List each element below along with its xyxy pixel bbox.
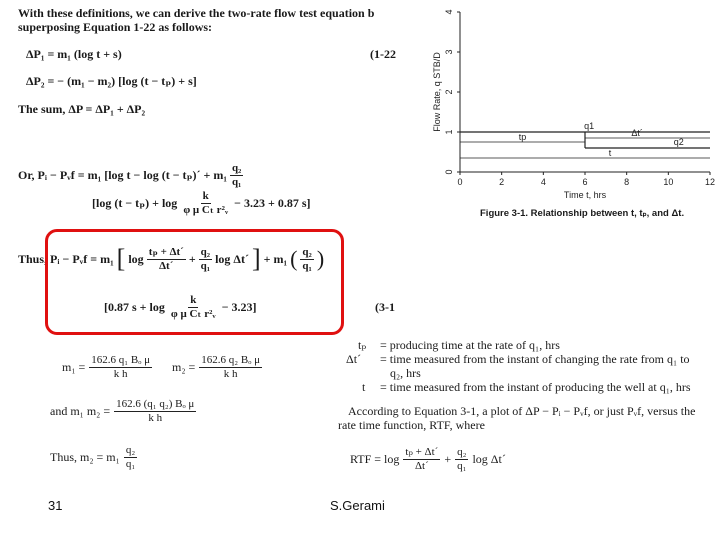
tp-definition: = producing time at the rate of q₁, hrs (380, 338, 560, 352)
thus-m-den: q₁ (125, 458, 136, 470)
y-tick-label-1: 1 (444, 129, 454, 135)
m1-definition (62, 354, 152, 381)
or-equation-line2-a: [log (t − tₚ) + log (92, 196, 178, 210)
highlight-box (45, 229, 344, 335)
thus-plus: + (188, 251, 196, 266)
thus-f2-num: q₂ (200, 245, 211, 258)
m1-den: k h (113, 368, 128, 380)
m2-definition (172, 354, 262, 381)
label-q1: q1 (584, 121, 595, 131)
thus-f4-den: φ μ Cₜ r²ᵥ (170, 308, 216, 320)
or-equation-ratio (230, 162, 243, 189)
rtf-tp-fraction (403, 446, 440, 473)
or-equation-line2-b: − 3.23 + 0.87 s] (234, 196, 311, 210)
rtf-f2-num: q₂ (457, 446, 467, 458)
and-den: k h (148, 412, 163, 424)
m1-fraction (89, 354, 152, 381)
sum-line: The sum, ΔP = ΔP₁ + ΔP₂ (18, 102, 146, 116)
y-tick-label-4: 4 (444, 9, 454, 15)
dt-definition-2: q₂, hrs (390, 366, 421, 380)
x-tick-label-2: 2 (499, 177, 505, 187)
bracket-close: ] (251, 244, 261, 273)
equation-dp1: ΔP₁ = m₁ (log t + s) (26, 47, 122, 61)
chart-y-axis-label: Flow Rate, q STB/D (432, 52, 442, 132)
equation-number-1-22: (1-22 (370, 47, 396, 61)
label-q2: q2 (673, 137, 684, 147)
and-lead: and m₁ m₂ = (50, 404, 111, 418)
x-tick-label-10: 10 (663, 177, 674, 187)
figure-caption: Figure 3-1. Relationship between t, tₚ, and Δt. (480, 208, 685, 219)
thus-f3-num: q₂ (302, 245, 312, 258)
thus-line2-a: [0.87 s + log (104, 300, 165, 314)
label-dt: Δt´ (631, 128, 643, 138)
label-tp: tp (518, 132, 527, 142)
m1-lead: m₁ = (62, 360, 86, 374)
x-tick-label-4: 4 (540, 177, 546, 187)
thus-log-2: log Δt´ (215, 251, 249, 266)
page-number: 31 (48, 498, 63, 513)
rtf-plus: + (444, 452, 452, 466)
rtf-f1-num: tₚ + Δt´ (405, 446, 439, 458)
and-num: 162.6 (q₁ q₂) Bₒ μ (116, 398, 195, 410)
rtf-q-fraction (455, 446, 468, 473)
m1-num: 162.6 q₁ Bₒ μ (91, 354, 151, 366)
m2-relation (50, 444, 137, 471)
t-term: t (362, 380, 366, 394)
x-tick-label-8: 8 (624, 177, 630, 187)
thus-plus-m: + m₁ (263, 251, 288, 266)
rtf-equation (350, 446, 506, 473)
thus-m-fraction (124, 444, 137, 471)
thus-f2-den: q₁ (200, 259, 211, 272)
y-tick-label-0: 0 (444, 169, 454, 175)
m2-num: 162.6 q₂ Bₒ μ (201, 354, 261, 366)
y-tick-label-2: 2 (444, 89, 454, 95)
x-tick-label-12: 12 (704, 177, 716, 187)
thus-equation-lead: Thus, Pᵢ − Pᵥf = m₁ (18, 251, 114, 266)
rtf-lead: RTF = log (350, 452, 400, 466)
according-line-1: According to Equation 3-1, a plot of ΔP − Pᵢ − Pᵥf, or just Pᵥf, versus the (348, 404, 696, 418)
thus-f1-den: Δt´ (159, 259, 174, 272)
or-equation-lead: Or, Pᵢ − Pᵥf = m₁ [log t − log (t − tₚ)´ + m₁ (18, 168, 227, 182)
label-t: t (608, 148, 612, 158)
or-equation-line-2 (92, 190, 311, 217)
t-definition: = time measured from the instant of producing the well at q₁, hrs (380, 380, 691, 394)
or-k-num: k (202, 190, 209, 202)
equation-number-3-1: (3-1 (375, 300, 395, 314)
thus-f1-num: tₚ + Δt´ (148, 245, 184, 258)
x-tick-label-6: 6 (582, 177, 588, 187)
rtf-f2-den: q₁ (457, 460, 467, 472)
bracket-open: [ (116, 244, 126, 273)
author-name: S.Gerami (330, 498, 385, 513)
flow-rate-chart (430, 0, 720, 225)
y-tick-label-3: 3 (444, 49, 454, 55)
thus-f3-den: q₁ (302, 259, 312, 272)
intro-line-2: superposing Equation 1-22 as follows: (18, 20, 213, 34)
intro-line-1: With these definitions, we can derive the two-rate flow test equation b (18, 6, 375, 20)
thus-m-lead: Thus, m₂ = m₁ (50, 450, 120, 464)
rtf-tail: log Δt´ (472, 452, 506, 466)
rtf-f1-den: Δt´ (414, 460, 429, 472)
m-difference-definition (50, 398, 196, 425)
thus-log-1: log (128, 251, 144, 266)
thus-m-num: q₂ (125, 444, 136, 456)
or-ratio-den: q₁ (231, 176, 242, 188)
paren-open: ( (290, 246, 298, 271)
paren-close: ) (316, 246, 325, 271)
or-k-den: φ μ Cₜ r²ᵥ (183, 204, 229, 216)
or-equation-k-fraction (181, 190, 230, 217)
m2-lead: m₂ = (172, 360, 196, 374)
tp-term: tₚ (358, 338, 367, 352)
m2-fraction (199, 354, 262, 381)
thus-line2-b: − 3.23] (221, 300, 257, 314)
m2-den: k h (223, 368, 238, 380)
dt-term: Δt´ (346, 352, 362, 366)
according-line-2: rate time function, RTF, where (338, 418, 485, 432)
dt-definition-1: = time measured from the instant of changing the rate from q₁ to (380, 352, 690, 366)
or-equation-line-1 (18, 162, 243, 189)
or-ratio-num: q₂ (231, 162, 242, 174)
thus-f4-num: k (190, 294, 197, 306)
chart-x-axis-label: Time t, hrs (563, 190, 607, 200)
equation-dp2: ΔP₂ = − (m₁ − m₂) [log (t − tₚ) + s] (26, 74, 197, 88)
and-fraction (114, 398, 196, 425)
x-tick-label-0: 0 (457, 177, 463, 187)
